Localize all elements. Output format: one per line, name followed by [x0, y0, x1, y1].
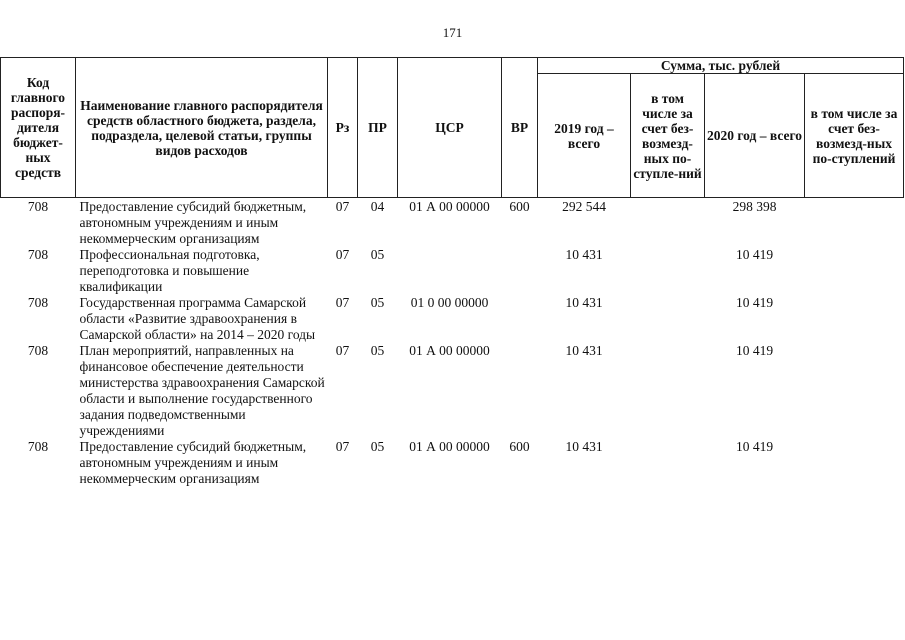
- cell-vr: [502, 295, 538, 343]
- cell-code: 708: [27, 199, 49, 214]
- cell-rz: 07: [335, 343, 350, 358]
- cell-rz: 07: [335, 247, 350, 262]
- header-rz: Рз: [328, 58, 358, 198]
- cell-code: 708: [27, 439, 49, 454]
- cell-vr: 600: [509, 199, 530, 214]
- cell-sum-2020: 10 419: [735, 439, 774, 454]
- header-vr: ВР: [502, 58, 538, 198]
- table-header: [1, 58, 904, 198]
- cell-free-2019: [631, 343, 705, 439]
- header-sum-2019: 2019 год – всего: [538, 74, 631, 198]
- cell-rz: 07: [335, 295, 350, 310]
- cell-free-2019: [631, 198, 705, 248]
- header-free-2020: в том числе за счет без-возмезд-ных по-ступлений: [805, 74, 904, 198]
- cell-name: Государственная программа Самарской области «Развитие здравоохранения в Самарской области» на 2014 – 2020 годы: [79, 295, 316, 342]
- budget-table-wrap: [0, 57, 904, 487]
- table-row: [1, 295, 904, 343]
- cell-free-2020: [805, 247, 904, 295]
- cell-pr: 05: [370, 439, 385, 454]
- cell-free-2020: [805, 439, 904, 487]
- cell-free-2020: [805, 295, 904, 343]
- header-csr: ЦСР: [398, 58, 502, 198]
- cell-sum-2020: 10 419: [735, 295, 774, 310]
- cell-sum-2020: 298 398: [732, 199, 777, 214]
- cell-name: План мероприятий, направленных на финансовое обеспечение деятельности министерства здравоохранения Самарской области и выполнение государственного задания подведомственными учреждениями: [79, 343, 325, 438]
- cell-name: Предоставление субсидий бюджетным, автономным учреждениям и иным некоммерческим организациям: [79, 199, 307, 246]
- header-free-2019: в том числе за счет без-возмезд-ных по-ступле-ний: [631, 74, 705, 198]
- cell-rz: 07: [335, 439, 350, 454]
- table-row: [1, 343, 904, 439]
- page-number: 171: [442, 25, 463, 40]
- table-body: [1, 198, 904, 488]
- cell-name: Предоставление субсидий бюджетным, автономным учреждениям и иным некоммерческим организациям: [79, 439, 307, 486]
- cell-name: Профессиональная подготовка, переподготовка и повышение квалификации: [79, 247, 260, 294]
- table-row: [1, 198, 904, 248]
- cell-rz: 07: [335, 199, 350, 214]
- cell-pr: 04: [370, 199, 385, 214]
- cell-sum-2020: 10 419: [735, 247, 774, 262]
- budget-table: [0, 57, 904, 487]
- table-row: [1, 439, 904, 487]
- cell-csr: 01 А 00 00000: [409, 439, 490, 454]
- cell-sum-2020: 10 419: [735, 343, 774, 358]
- cell-free-2020: [805, 343, 904, 439]
- cell-pr: 05: [370, 295, 385, 310]
- header-code: Код главного распоря-дителя бюджет-ных средств: [1, 58, 76, 198]
- cell-free-2019: [631, 247, 705, 295]
- cell-sum-2019: 10 431: [565, 295, 603, 310]
- header-pr: ПР: [358, 58, 398, 198]
- cell-csr: 01 А 00 00000: [409, 343, 490, 358]
- cell-free-2020: [805, 198, 904, 248]
- cell-vr: 600: [509, 439, 530, 454]
- cell-sum-2019: 10 431: [565, 439, 603, 454]
- header-name: Наименование главного распорядителя средств областного бюджета, раздела, подраздела, целевой статьи, группы видов расходов: [76, 58, 328, 198]
- table-row: [1, 247, 904, 295]
- cell-code: 708: [27, 295, 49, 310]
- cell-vr: [502, 343, 538, 439]
- cell-csr: [398, 247, 502, 295]
- cell-code: 708: [27, 343, 49, 358]
- cell-pr: 05: [370, 343, 385, 358]
- header-sum-group: Сумма, тыс. рублей: [538, 58, 904, 74]
- cell-csr: 01 А 00 00000: [409, 199, 490, 214]
- cell-free-2019: [631, 295, 705, 343]
- cell-sum-2019: 10 431: [565, 247, 603, 262]
- cell-pr: 05: [370, 247, 385, 262]
- cell-vr: [502, 247, 538, 295]
- cell-sum-2019: 292 544: [562, 199, 606, 214]
- cell-csr: 01 0 00 00000: [410, 295, 489, 310]
- header-sum-2020: 2020 год – всего: [705, 74, 805, 198]
- cell-free-2019: [631, 439, 705, 487]
- cell-sum-2019: 10 431: [565, 343, 603, 358]
- cell-code: 708: [27, 247, 49, 262]
